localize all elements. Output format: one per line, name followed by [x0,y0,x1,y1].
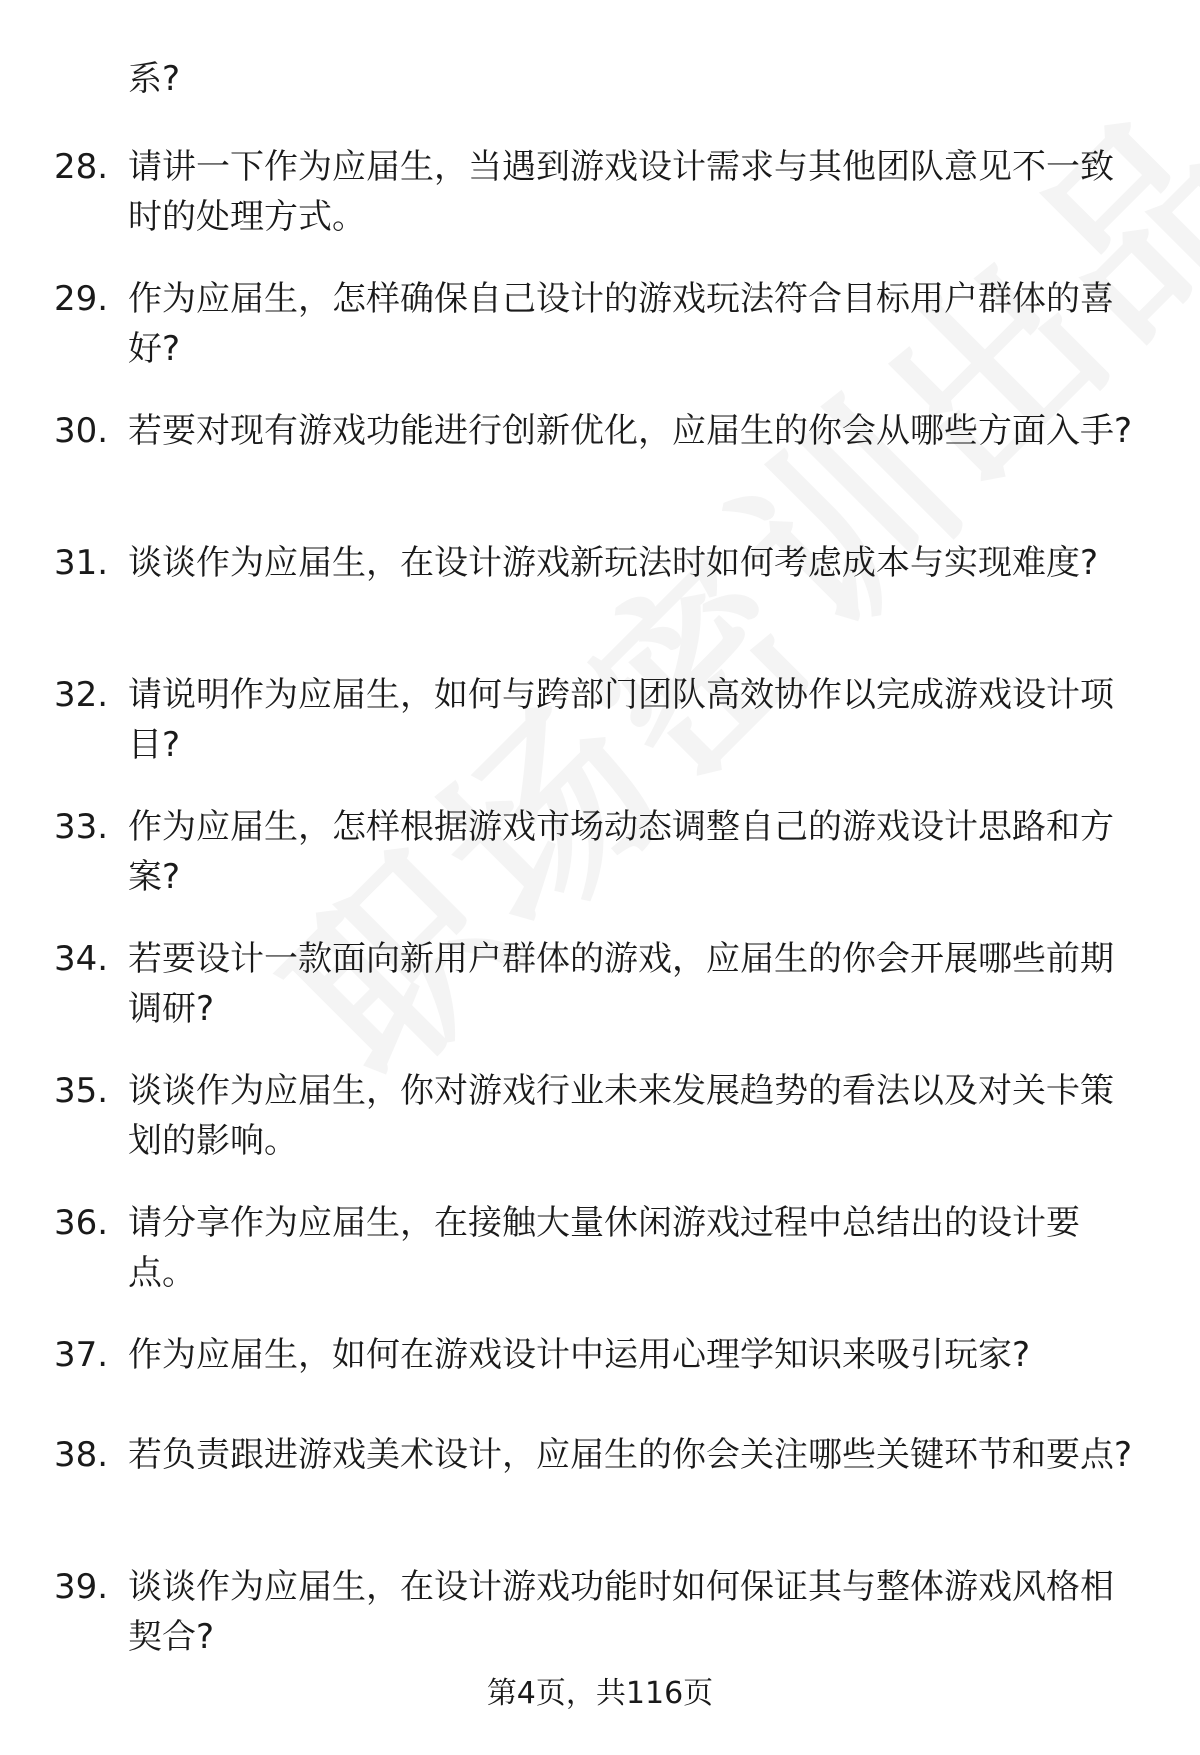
question-item [0,538,1200,670]
question-number: 39. [54,1567,109,1607]
question-number: 36. [54,1203,109,1243]
question-item [0,1198,1200,1330]
question-text: 若要设计一款面向新用户群体的游戏，应届生的你会开展哪些前期调研? [128,939,1114,1029]
question-list [0,142,1200,1694]
question-item [0,1066,1200,1198]
question-item [0,274,1200,406]
question-item [0,670,1200,802]
question-item [0,406,1200,538]
question-number: 37. [54,1335,109,1375]
page-indicator: 第4页，共116页 [486,1676,714,1711]
question-text: 若要对现有游戏功能进行创新优化，应届生的你会从哪些方面入手? [128,411,1133,451]
question-number: 30. [54,411,109,451]
question-text: 若负责跟进游戏美术设计，应届生的你会关注哪些关键环节和要点? [128,1435,1133,1475]
question-item [0,1330,1200,1430]
question-number: 32. [54,675,109,715]
question-item [0,142,1200,274]
continuation-text: 系? [128,59,181,99]
question-text: 作为应届生，怎样确保自己设计的游戏玩法符合目标用户群体的喜好? [128,279,1114,369]
question-text: 请讲一下作为应届生，当遇到游戏设计需求与其他团队意见不一致时的处理方式。 [128,147,1114,237]
question-text: 谈谈作为应届生，你对游戏行业未来发展趋势的看法以及对关卡策划的影响。 [128,1071,1114,1161]
question-text: 请分享作为应届生，在接触大量休闲游戏过程中总结出的设计要点。 [128,1203,1080,1293]
question-text: 谈谈作为应届生，在设计游戏功能时如何保证其与整体游戏风格相契合? [128,1567,1114,1657]
question-number: 31. [54,543,109,583]
question-number: 29. [54,279,109,319]
question-text: 请说明作为应届生，如何与跨部门团队高效协作以完成游戏设计项目? [128,675,1114,765]
question-item [0,1430,1200,1562]
question-text: 作为应届生，如何在游戏设计中运用心理学知识来吸引玩家? [128,1335,1031,1375]
question-number: 34. [54,939,109,979]
question-text: 谈谈作为应届生，在设计游戏新玩法时如何考虑成本与实现难度? [128,543,1099,583]
question-number: 28. [54,147,109,187]
page-footer [0,1672,1200,1716]
question-item [0,934,1200,1066]
question-item [0,802,1200,934]
question-number: 35. [54,1071,109,1111]
question-text: 作为应届生，怎样根据游戏市场动态调整自己的游戏设计思路和方案? [128,807,1114,897]
question-number: 38. [54,1435,109,1475]
question-number: 33. [54,807,109,847]
